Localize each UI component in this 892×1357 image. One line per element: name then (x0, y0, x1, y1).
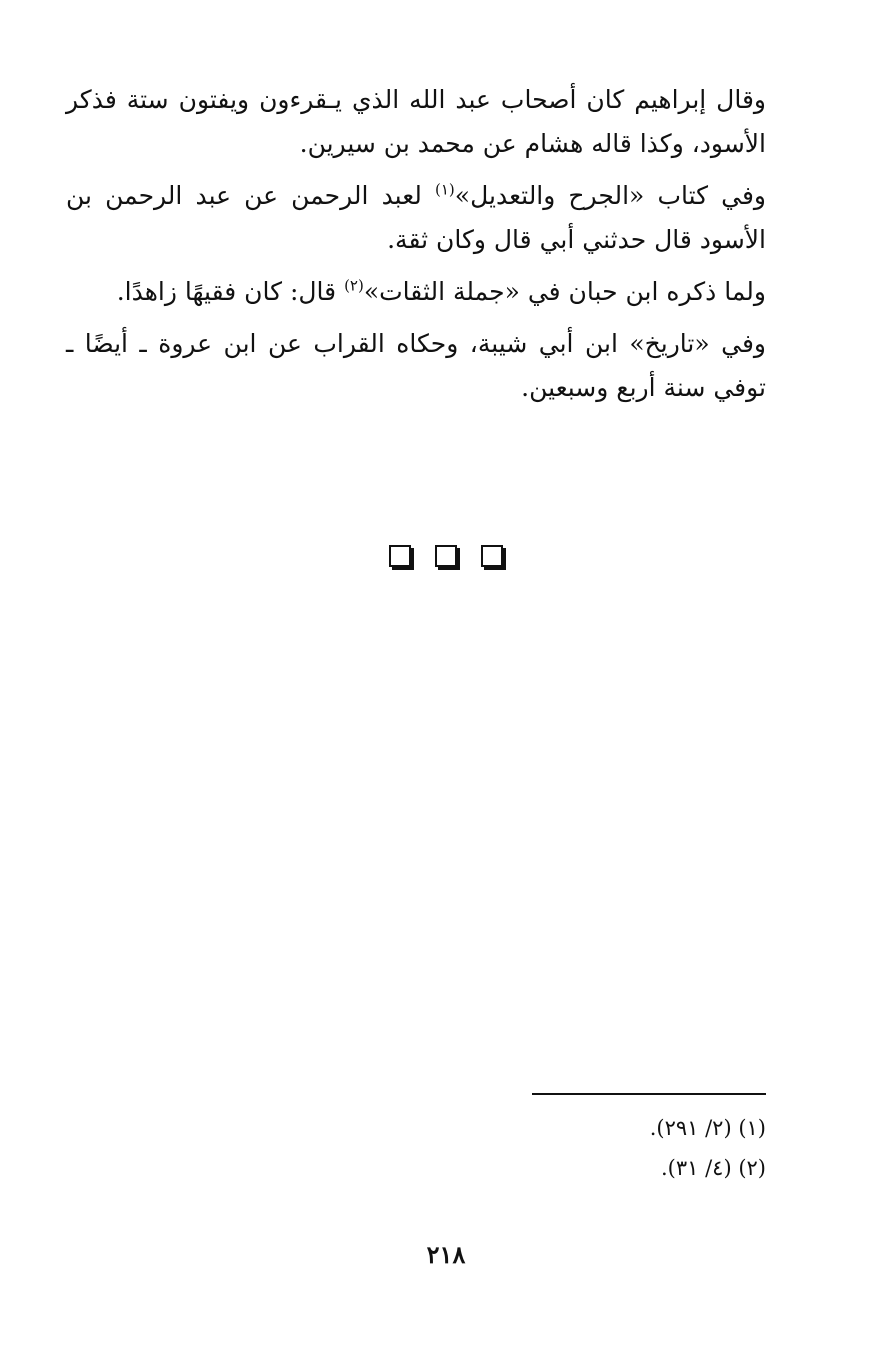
paragraph-1 (66, 78, 766, 166)
paragraph-2-text: وفي كتاب «الجرح والتعديل» (454, 181, 766, 210)
footnote-ref-1[interactable]: (١) (435, 180, 455, 199)
footnotes (466, 1108, 766, 1188)
main-text (66, 78, 766, 418)
paragraph-3-text: ولما ذكره ابن حبان في «جملة الثقات» (363, 277, 766, 306)
paragraph-4 (66, 322, 766, 410)
paragraph-4-text: وفي «تاريخ» ابن أبي شيبة، وحكاه القراب عن ابن عروة ـ أيضًا ـ توفي سنة أربع وسبعين. (66, 329, 766, 402)
paragraph-2-continuation: لعبد الرحمن عن عبد الرحمن بن الأسود قال حدثني أبي قال وكان ثقة. (66, 181, 766, 254)
footnote-ref-2[interactable]: (٢) (344, 276, 364, 295)
paragraph-2 (66, 174, 766, 262)
paragraph-3-continuation: قال: كان فقيهًا زاهدًا. (116, 277, 345, 306)
divider-square-icon (435, 545, 457, 567)
section-divider (0, 540, 892, 570)
divider-square-icon (481, 545, 503, 567)
footnote-separator (532, 1093, 766, 1095)
footnote-1: (١) (٢/ ٢٩١). (649, 1116, 766, 1140)
footnote-2: (٢) (٤/ ٣١). (660, 1156, 766, 1180)
paragraph-1-text: وقال إبراهيم كان أصحاب عبد الله الذي يـقرءون ويفتون ستة فذكر الأسود، وكذا قاله هشام عن محمد بن سيرين. (66, 85, 766, 158)
paragraph-3 (66, 270, 766, 314)
page-number: ٢١٨ (426, 1240, 466, 1269)
divider-square-icon (389, 545, 411, 567)
